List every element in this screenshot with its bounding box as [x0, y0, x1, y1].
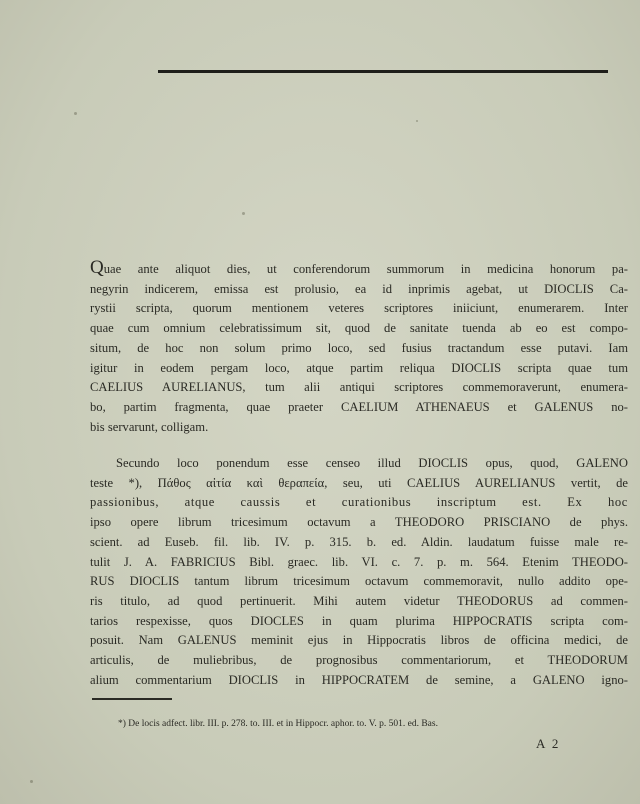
text-line: igitur in eodem pergam loco, atque partim reliqua DIOCLIS scripta quae tum: [90, 360, 628, 375]
text-line: situm, de hoc non solum primo loco, sed fusius tractandum esse putavi. Iam: [90, 340, 628, 355]
text-line: articulis, de muliebribus, de prognosibus commentariorum, et THEODORUM: [90, 653, 628, 668]
text-line: passionibus, atque caussis et curationibus inscriptum est. Ex hoc: [90, 495, 628, 510]
paragraph-1: [90, 258, 628, 437]
drop-cap: Q: [90, 257, 104, 278]
text-line: alium commentarium DIOCLIS in HIPPOCRATEM de semine, a GALENO igno-: [90, 672, 628, 687]
text-line: bo, partim fragmenta, quae praeter CAELIUM ATHENAEUS et GALENUS no-: [90, 399, 628, 414]
text-line: posuit. Nam GALENUS meminit ejus in Hippocratis libros de officina medici, de: [90, 633, 628, 648]
text-line: rystii scripta, quorum mentionem veteres scriptores iniiciunt, enumerarem. Inter: [90, 301, 628, 316]
paper-spot: [416, 120, 418, 122]
text-line: ipso opere librum tricesimum octavum a THEODORO PRISCIANO de phys.: [90, 515, 628, 530]
header-rule: [158, 70, 608, 73]
paper-spot: [30, 780, 33, 783]
footnote: *) De locis adfect. libr. III. p. 278. to. III. et in Hippocr. aphor. to. V. p. 501. ed. Bas.: [118, 719, 438, 729]
text-line: quae cum omnium celebratissimum sit, quod de sanitate tuenda ab eo est compo-: [90, 321, 628, 336]
text-line: teste *), Πάθος αἰτία καὶ θεραπεία, seu, uti CAELIUS AURELIANUS vertit, de: [90, 475, 628, 490]
text-line: RUS DIOCLIS tantum librum tricesimum octavum commemoravit, nullo addito ope-: [90, 574, 628, 589]
paper-spot: [74, 112, 77, 115]
text-line: bis servarunt, colligam.: [90, 419, 209, 434]
page-signature: A 2: [536, 736, 561, 751]
paper-spot: [242, 212, 245, 215]
text-line: scient. ad Euseb. fil. lib. IV. p. 315. b. ed. Aldin. laudatum fuisse male re-: [90, 534, 628, 549]
text-line: Secundo loco ponendum esse censeo illud DIOCLIS opus, quod, GALENO: [116, 456, 628, 470]
footnote-rule: [92, 698, 172, 700]
paragraph-2: [90, 454, 628, 690]
text-line: [90, 258, 628, 280]
text-line: ris titulo, ad quod pertinuerit. Mihi autem videtur THEODORUS ad commen-: [90, 593, 628, 608]
text-line: tarios respexisse, quos DIOCLES in quam plurima HIPPOCRATIS scripta com-: [90, 613, 628, 628]
text-line: CAELIUS AURELIANUS, tum alii antiqui scriptores commemoraverunt, enumera-: [90, 380, 628, 395]
text-line: negyrin indicerem, emissa est prolusio, ea id inprimis agebat, ut DIOCLIS Ca-: [90, 281, 628, 296]
text-line: tulit J. A. FABRICIUS Bibl. graec. lib. VI. c. 7. p. m. 564. Etenim THEODO-: [90, 554, 628, 569]
text-line-content: uae ante aliquot dies, ut conferendorum summorum in medicina honorum pa-: [103, 262, 628, 276]
